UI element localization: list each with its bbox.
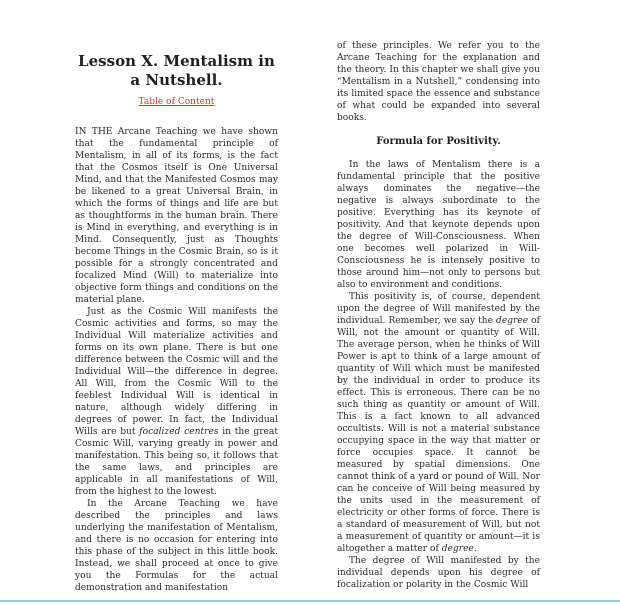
paragraph-3: In the Arcane Teaching we have described the principles and laws underlying the manifestation of Mentalism, and there is no occasion for entering into this phase of the subject in this little book. Instead, we shall proceed at once to give you the Formulas for the actual demonstration and manifestation [75, 499, 278, 593]
paragraph-2-text-b: in the great Cosmic Will, varying greatly in power and manifestation. This being so, it follows that the same laws, and principles are applicable in all manifestations of Will, from the highest to the lowest. [75, 427, 278, 497]
paragraph-2-emphasis: focalized centres [139, 427, 219, 437]
chapter-title: Lesson X. Mentalism in a Nutshell. [78, 52, 275, 89]
paragraph-5 [337, 291, 540, 555]
bottom-rule [0, 600, 620, 602]
section-heading: Formula for Positivity. [376, 136, 501, 147]
paragraph-continued: of these principles. We refer you to the Arcane Teaching for the explanation and the theory. In this chapter we shall give you “Mentalism in a Nutshell,” condensing into its limited space the essence and substance of what could be expanded into several books. [337, 41, 540, 123]
table-of-content-link[interactable]: Table of Content [138, 97, 215, 107]
paragraph-1: IN THE Arcane Teaching we have shown that the fundamental principle of Mentalism, in all of its forms, is the fact that the Cosmos itself is One Universal Mind, and that the Manifested Cosmos may be likened to a great Universal Brain, in which the forms of things and life are but as thoughtforms in the human brain. There is Mind in everything, and everything is in Mind. Consequently, just as Thoughts become Things in the Cosmic Brain, so is it possible for a strongly concentrated and focalized Mind (Will) to materialize into objective form things and conditions on the material plane. [75, 127, 278, 305]
paragraph-5-text-c: . [473, 544, 477, 554]
paragraph-5-text-a: This positivity is, of course, dependent upon the degree of Will manifested by the individual. Remember, we say the [337, 292, 540, 326]
right-column [337, 40, 540, 591]
paragraph-5-emphasis-degree-2: degree [441, 544, 474, 554]
left-column [75, 52, 278, 594]
paragraph-4: In the laws of Mentalism there is a fundamental principle that the positive always dominates the negative—the negative is always subordinate to the positive. Everything has its keynote of positivity. And that keynote depends upon the degree of Will-Consciousness. When one becomes well polarized in Will-Consciousness he is intensely positive to those around him—not only to persons but also to environment and conditions. [337, 160, 540, 290]
paragraph-2-text-a: Just as the Cosmic Will manifests the Cosmic activities and forms, so may the Individual Will materialize activities and forms on its own plane. There is but one difference between the Cosmic will and the Individual Will—the difference in degree. All Will, from the Cosmic Will to the feeblest Individual Will is identical in nature, although widely differing in degrees of power. In fact, the Individual Wills are but [75, 307, 278, 437]
paragraph-5-text-b: of Will, not the amount or quantity of Will. The average person, when he thinks of Will Power is apt to think of a large amount of quantity of Will which must be manifested by the individual in order to produce its effect. This is erroneous. There can be no such thing as quantity or amount of Will. This is a fact known to all advanced occultists. Will is not a material substance occupying space in the way that matter or force occupies space. It cannot be measured by spatial dimensions. One cannot think of a yard or pound of Will. Nor can he conceive of Will being measured by the units used in the measurement of electricity or other forms of force. There is a standard of measurement of Will, but not a measurement of quantity or amount—it is altogether a matter of [337, 316, 540, 554]
paragraph-2 [75, 306, 278, 498]
paragraph-5-emphasis-degree: degree [496, 316, 529, 326]
paragraph-6: The degree of Will manifested by the individual depends upon his degree of focalization or polarity in the Cosmic Will [337, 556, 540, 590]
